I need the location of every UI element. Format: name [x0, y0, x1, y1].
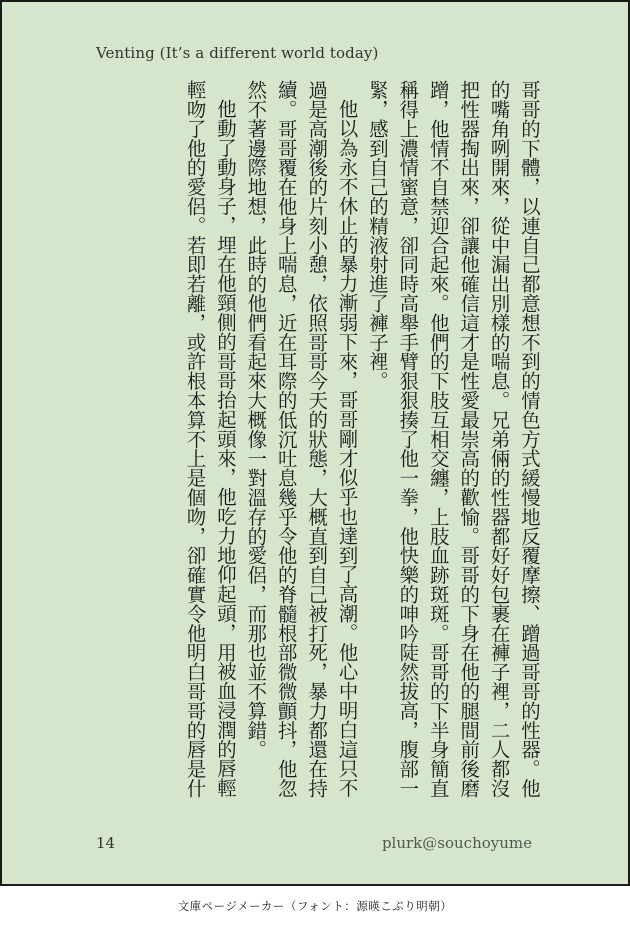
paragraph-1: 哥哥的下體，以連自己都意想不到的情色方式緩慢地反覆摩擦、蹭過哥哥的性器。他的嘴角咧開來，從中漏出別樣的喘息。兄弟倆的性器都好好包裹在褲子裡，二人都沒把性器掏出來，卻讓他確信這才是性愛最崇高的歡愉。哥哥的下身在他的腿間前後磨蹭，他情不自禁迎合起來。他們的下肢互相交纏，上肢血跡斑斑。哥哥的下半身簡直稱得上濃情蜜意，卻同時高舉手臂狠狠揍了他一拳，他快樂的呻吟陡然拔高，腹部一緊，感到自己的精液射進了褲子裡。 [365, 80, 541, 798]
page-number: 14 [96, 834, 116, 852]
paragraph-3: 他動了動身子，埋在他頸側的哥哥抬起頭來，他吃力地仰起頭，用被血浸潤的唇輕輕吻了他的愛侶。若即若離，或許根本算不上是個吻，卻確實令他明白哥哥的唇是什 [183, 80, 237, 798]
vertical-body-text [94, 80, 544, 808]
generator-caption: 文庫ページメーカー（フォント：源暎こぶり明朝） [177, 899, 453, 913]
author-handle: plurk@souchoyume [381, 834, 532, 852]
chapter-header: Venting (It’s a different world today) [96, 44, 379, 62]
paragraph-2: 他以為永不休止的暴力漸弱下來，哥哥剛才似乎也達到了高潮。他心中明白這只不過是高潮後的片刻小憩，依照哥哥今天的狀態，大概直到自己被打死，暴力都還在持續。哥哥覆在他身上喘息，近在耳際的低沉吐息幾乎令他的脊髓根部微微顫抖，他忽然不著邊際地想，此時的他們看起來大概像一對溫存的愛侶，而那也並不算錯。 [244, 80, 359, 798]
